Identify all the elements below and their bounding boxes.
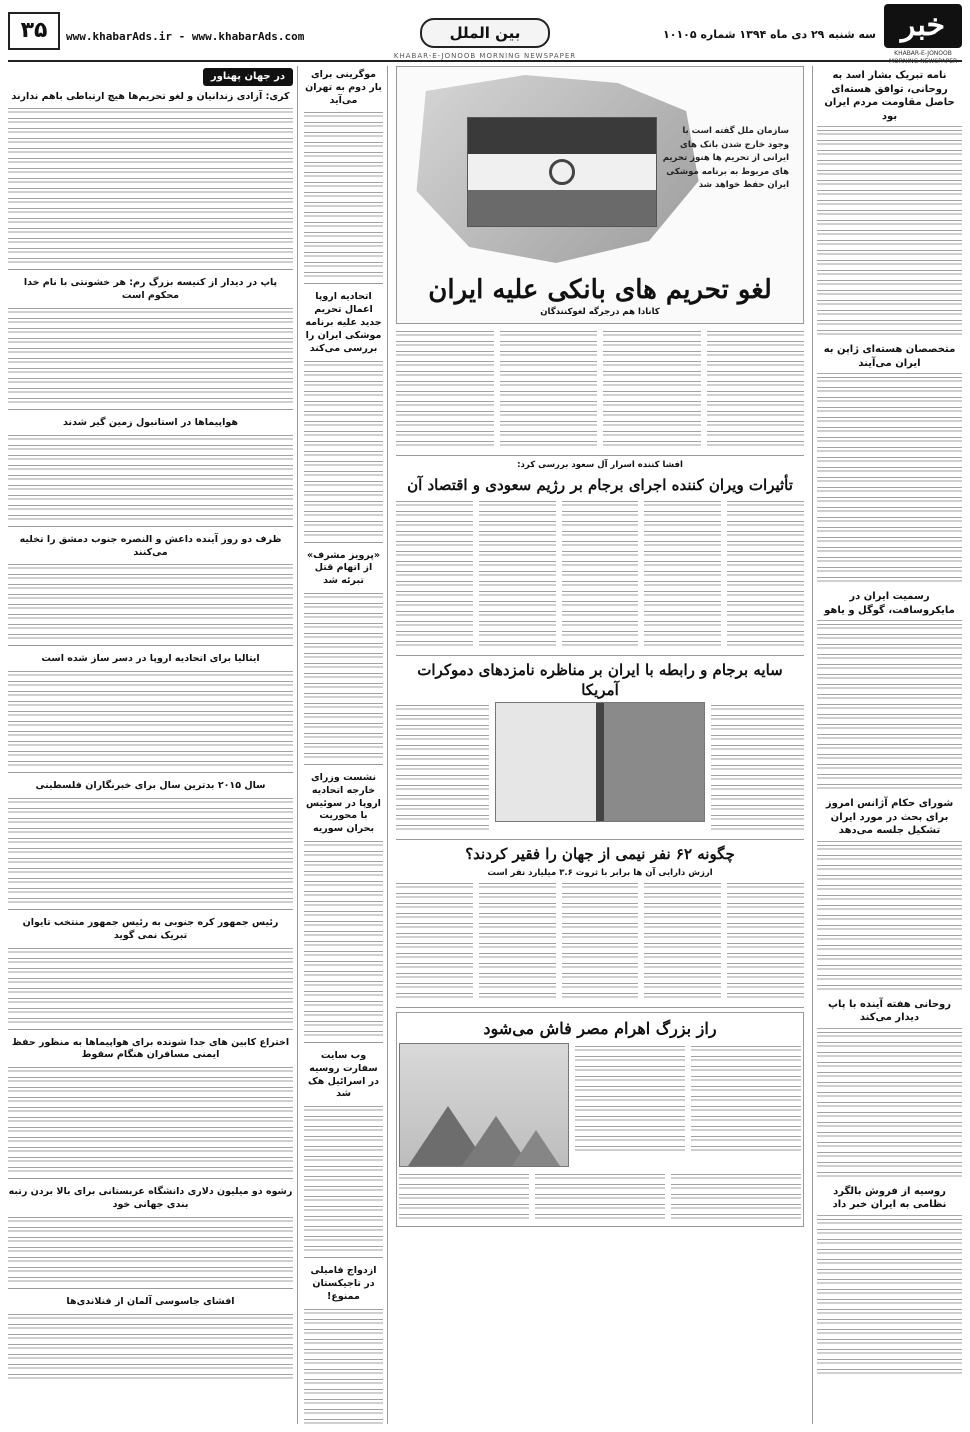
masthead — [8, 4, 962, 66]
headline: نشست وزرای خارجه اتحادیه اروپا در سوئیس با محوریت بحران سوریه — [306, 771, 381, 835]
emblem-icon — [549, 159, 575, 185]
logo-subtitle: KHABAR-E-JONOOB MORNING NEWSPAPER — [888, 50, 958, 66]
story-headline: سایه برجام و رابطه با ایران بر مناظره نامزدهای دموکرات آمریکا — [417, 660, 783, 699]
mid-column — [304, 66, 388, 1424]
headline: موگرینی برای بار دوم به تهران می‌آید — [305, 69, 382, 106]
headline: ازدواج فامیلی در تاجیکستان ممنوع! — [310, 1265, 377, 1302]
lead-quote: سازمان ملل گفته است با وجود خارج شدن بانک های ایرانی از تحریم ها هنوز تحریم های مربوط به برنامه موشکی ایران حفظ خواهد شد — [662, 126, 789, 191]
headline: ظرف دو روز آینده داعش و النصره جنوب دمشق را تخلیه می‌کنند — [19, 533, 282, 558]
story-headline: راز بزرگ اهرام مصر فاش می‌شود — [483, 1018, 717, 1038]
headline: «پرویز مشرف» از اتهام قتل تبرئه شد — [307, 549, 380, 587]
story-headline: چگونه ۶۲ نفر نیمی از جهان را فقیر کردند؟ — [465, 845, 735, 864]
headline: رئیس جمهور کره جنوبی به رئیس جمهور منتخب تایوان تبریک نمی گوید — [22, 917, 279, 941]
website-url[interactable]: www.khabarAds.ir - www.khabarAds.com — [66, 30, 305, 43]
story-kicker: افشا کننده اسرار آل سعود بررسی کرد: — [517, 460, 683, 470]
lead-story — [396, 66, 804, 324]
headline: نامه تبریک بشار اسد به روحانی، توافق هسته‌ای حاصل مقاومت مردم ایران بود — [817, 66, 962, 127]
headline: پاپ در دیدار از کنیسه بزرگ رم: هر خشونتی با نام خدا محکوم است — [23, 277, 278, 302]
main-area — [396, 66, 804, 1424]
headline: شورای حکام آژانس امروز برای بحث در مورد ایران تشکیل جلسه می‌دهد — [817, 794, 962, 842]
section-title: بین الملل — [420, 18, 550, 48]
page-number: ۳۵ — [8, 12, 60, 50]
story-headline: تأثیرات ویران کننده اجرای برجام بر رژیم سعودی و اقتصاد آن — [407, 476, 793, 495]
headline: روحانی هفته آینده با پاپ دیدار می‌کند — [817, 995, 962, 1029]
headline: اختراع کابین های جدا شونده برای هواپیماها به منظور حفظ ایمنی مسافران هنگام سقوط — [11, 1036, 290, 1061]
headline: هواپیماها در استانبول زمین گیر شدند — [63, 416, 238, 428]
headline: افشای جاسوسی آلمان از فنلاندی‌ها — [66, 1295, 235, 1307]
headline: وب سایت سفارت روسیه در اسرائیل هک شد — [308, 1050, 379, 1100]
headline: رسمیت ایران در مایکروسافت، گوگل و یاهو — [817, 587, 962, 621]
lead-body — [396, 328, 804, 451]
headline: ایتالیا برای اتحادیه اروپا در دسر ساز شده است — [41, 653, 260, 665]
logo: خبر — [884, 4, 962, 48]
column-tag: در جهان پهناور — [203, 68, 293, 86]
story-subheadline: ارزش دارایی آن ها برابر با ثروت ۳.۶ میلیارد نفر است — [487, 868, 713, 879]
headline: اتحادیه اروپا اعمال تحریم جدید علیه برنامه موشکی ایران را بررسی می‌کند — [305, 291, 382, 354]
lead-headline: لغو تحریم های بانکی علیه ایران — [428, 275, 772, 305]
english-tagline: KHABAR-E-JONOOB MORNING NEWSPAPER — [393, 52, 577, 60]
headline: کری: آزادی زندانیان و لغو تحریم‌ها هیچ ارتباطی باهم ندارند — [11, 90, 290, 102]
headline: روسیه از فروش بالگرد نظامی به ایران خبر داد — [817, 1182, 962, 1216]
story-body — [396, 498, 804, 651]
pyramids-box — [396, 1012, 804, 1227]
headline: رشوه دو میلیون دلاری دانشگاه عربستانی برای بالا بردن رتبه بندی جهانی خود — [8, 1186, 293, 1211]
right-column — [812, 66, 962, 1424]
issue-date: سه شنبه ۲۹ دی ماه ۱۳۹۴ شماره ۱۰۱۰۵ — [663, 28, 876, 41]
iran-flag-image — [467, 117, 657, 227]
lead-subheadline: کانادا هم درجرگه لغوکنندگان — [540, 307, 660, 317]
headline: سال ۲۰۱۵ بدترین سال برای خبرنگاران فلسطینی — [35, 780, 266, 792]
headline: متخصصان هسته‌ای ژاپن به ایران می‌آیند — [817, 340, 962, 374]
story-body — [396, 880, 804, 1003]
candidates-photo — [495, 702, 705, 822]
left-column — [8, 66, 298, 1424]
pyramids-photo — [399, 1043, 569, 1167]
